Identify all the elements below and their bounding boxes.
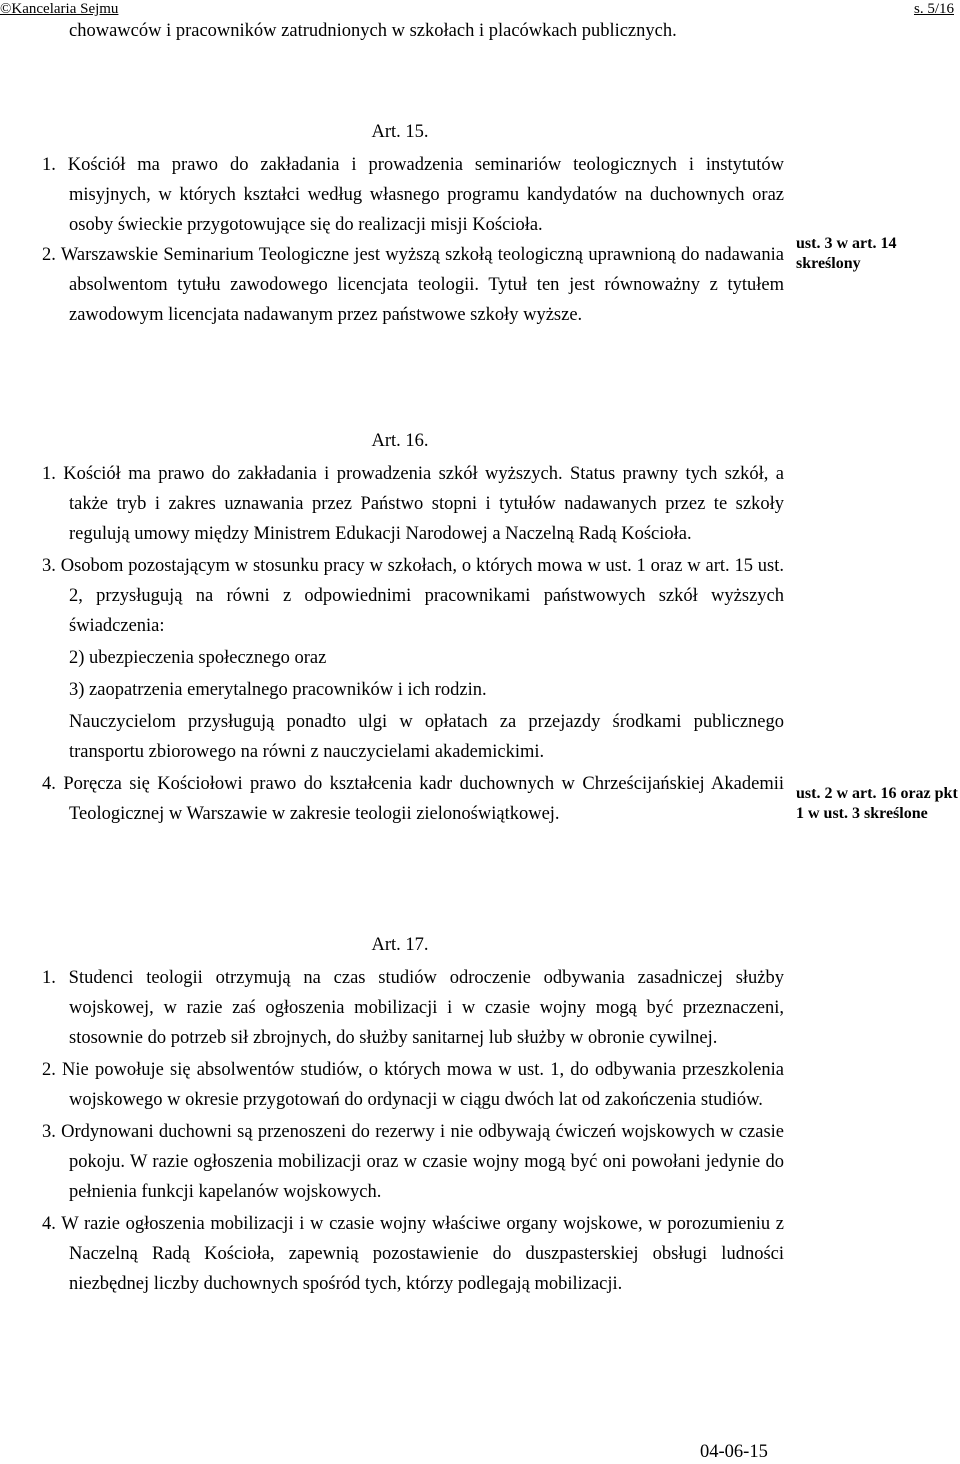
continuation-block [42,16,784,46]
art-16-paragraph-4: 4. Poręcza się Kościołowi prawo do kształcenia kadr duchownych w Chrześcijańskiej Akademii Teologicznej w Warszawie w zakresie teologii zielonoświątkowej. [42,774,784,824]
art-15-body [42,150,784,330]
header-publisher: ©Kancelaria Sejmu [0,1,119,17]
art-16-item-3: 3) zaopatrzenia emerytalnego pracowników i ich rodzin. [69,680,487,700]
art-17-body [42,963,784,1299]
footer-date: 04-06-15 [700,1442,768,1462]
art-15-paragraph-2: 2. Warszawskie Seminarium Teologiczne jest wyższą szkołą teologiczną uprawnioną do nadawania absolwentom tytułu zawodowego licencjata teologii. Tytuł ten jest równoważny z tytułem zawodowym licencjata nadawanym przez państwowe szkoły wyższe. [42,245,784,325]
art-16-paragraph-1: 1. Kościół ma prawo do zakładania i prowadzenia szkół wyższych. Status prawny tych szkół, a także tryb i zakres uznawania przez Państwo stopni i tytułów nadawanych przez te szkoły regulują umowy między Ministrem Edukacji Narodowej a Naczelną Radą Kościoła. [42,464,784,544]
continuation-paragraph: chowawców i pracowników zatrudnionych w szkołach i placówkach publicznych. [69,21,677,41]
art-15-title: Art. 15. [371,122,429,142]
art-17-paragraph-2: 2. Nie powołuje się absolwentów studiów, o których mowa w ust. 1, do odbywania przeszkolenia wojskowego w okresie przygotowań do ordynacji w ciągu dwóch lat od zakończenia studiów. [42,1060,784,1110]
art-17-paragraph-3: 3. Ordynowani duchowni są przenoszeni do rezerwy i nie odbywają ćwiczeń wojskowych w czasie pokoju. W razie ogłoszenia mobilizacji oraz w czasie wojny mogą być oni powołani jedynie do pełnienia funkcji kapelanów wojskowych. [42,1122,784,1202]
art-16-margin-note: ust. 2 w art. 16 oraz pkt 1 w ust. 3 skreślone [796,785,958,822]
art-16-item-2: 2) ubezpieczenia społecznego oraz [69,648,327,668]
art-16-teachers-paragraph: Nauczycielom przysługują ponadto ulgi w opłatach za przejazdy środkami publicznego transportu zbiorowego na równi z nauczycielami akademickimi. [69,712,784,762]
art-15-margin-note: ust. 3 w art. 14 skreślony [796,235,897,272]
header-page-number: s. 5/16 [913,1,954,17]
art-16-title: Art. 16. [371,431,429,451]
art-17-paragraph-1: 1. Studenci teologii otrzymują na czas studiów odroczenie odbywania zasadniczej służby wojskowej, w razie zaś ogłoszenia mobilizacji i w czasie wojny mogą być przeznaczeni, stosownie do potrzeb sił zbrojnych, do służby sanitarnej lub służby w obronie cywilnej. [42,968,784,1048]
art-17-paragraph-4: 4. W razie ogłoszenia mobilizacji i w czasie wojny właściwe organy wojskowe, w porozumieniu z Naczelną Radą Kościoła, zapewnią pozostawienie do duszpasterskiej obsługi ludności niezbędnej liczby duchownych spośród tych, którzy podlegają mobilizacji. [42,1214,784,1294]
art-16-body [42,459,784,829]
art-17-title: Art. 17. [371,935,429,955]
art-15-paragraph-1: 1. Kościół ma prawo do zakładania i prowadzenia seminariów teologicznych i instytutów misyjnych, w których kształci według własnego programu kandydatów na duchownych oraz osoby świeckie przygotowujące się do realizacji misji Kościoła. [42,155,784,235]
art-16-paragraph-3: 3. Osobom pozostającym w stosunku pracy w szkołach, o których mowa w ust. 1 oraz w art. 15 ust. 2, przysługują na równi z odpowiednimi pracownikami państwowych szkół wyższych świadczenia: [42,556,784,636]
